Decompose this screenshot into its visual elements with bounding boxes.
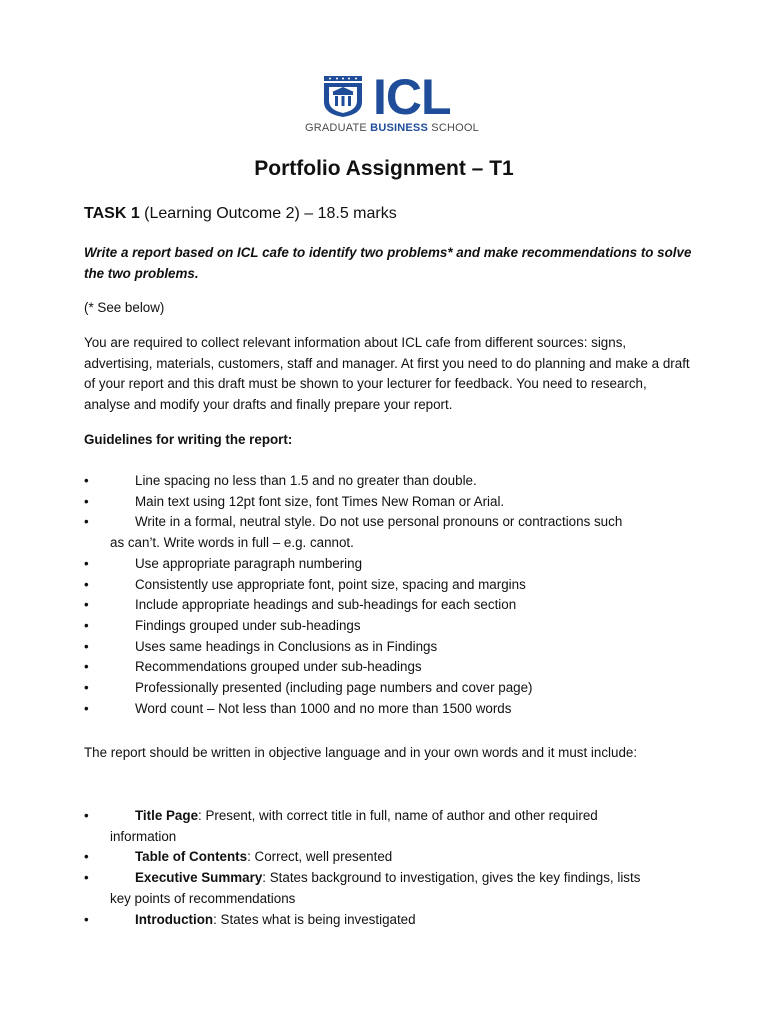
see-below-note: (* See below) — [84, 300, 165, 315]
include-label: Introduction — [135, 911, 214, 927]
guideline-text: Findings grouped under sub-headings — [135, 617, 361, 633]
intro-paragraph: You are required to collect relevant information about ICL cafe from different sources: signs, advertising, materials, customers, staff and manager. At first you need to do planning and make a draft of your report and this draft must be shown to your lecturer for feedback. You need to research, analyse and modify your drafts and finally prepare your report. — [84, 335, 690, 412]
guideline-text: Word count – Not less than 1000 and no more than 1500 words — [135, 700, 512, 716]
list-item — [84, 512, 704, 553]
include-label: Executive Summary — [135, 870, 263, 886]
logo-subtitle — [305, 122, 479, 134]
bullet-icon: • — [84, 808, 89, 823]
list-item — [84, 492, 704, 513]
bullet-icon: • — [84, 700, 89, 716]
guideline-text: Use appropriate paragraph numbering — [135, 555, 363, 571]
include-continuation: information — [110, 828, 177, 844]
list-item — [84, 554, 704, 575]
guideline-text: Write in a formal, neutral style. Do not use personal pronouns or contractions such — [135, 514, 623, 530]
logo-sub-suffix: SCHOOL — [431, 122, 479, 134]
list-item — [84, 471, 704, 492]
guideline-text: Consistently use appropriate font, point size, spacing and margins — [135, 576, 526, 592]
list-item — [84, 699, 704, 720]
logo-sub-prefix: GRADUATE — [305, 122, 367, 134]
crest-icon — [318, 74, 368, 118]
guideline-text: Uses same headings in Conclusions as in Findings — [135, 638, 438, 654]
bullet-icon: • — [84, 617, 89, 633]
instruction-text: Write a report based on ICL cafe to identify two problems* and make recommendations to solve the two problems. — [84, 245, 692, 281]
guideline-continuation: as can’t. Write words in full – e.g. cannot. — [110, 535, 354, 551]
school-logo — [305, 69, 479, 140]
list-item — [84, 657, 704, 678]
logo-text: ICL — [373, 69, 451, 125]
list-item — [84, 910, 704, 931]
include-text: : States what is being investigated — [213, 911, 416, 927]
list-item — [84, 595, 704, 616]
bullet-icon: • — [84, 493, 89, 509]
include-text: : States background to investigation, gives the key findings, lists — [262, 870, 641, 886]
bullet-icon: • — [84, 849, 89, 865]
bullet-icon: • — [84, 638, 89, 654]
guideline-text: Recommendations grouped under sub-headings — [135, 659, 422, 675]
include-text: : Correct, well presented — [247, 849, 393, 865]
bullet-icon: • — [84, 473, 89, 488]
page-title: Portfolio Assignment – T1 — [254, 157, 514, 180]
bullet-icon: • — [84, 576, 89, 592]
bullet-icon: • — [84, 680, 89, 696]
list-item — [84, 575, 704, 596]
list-item — [84, 847, 704, 868]
list-item — [84, 637, 704, 658]
list-item — [84, 868, 704, 909]
list-item — [84, 678, 704, 699]
include-label: Title Page — [135, 808, 199, 823]
include-continuation: key points of recommendations — [110, 890, 296, 906]
guideline-text: Line spacing no less than 1.5 and no greater than double. — [135, 473, 477, 488]
bullet-icon: • — [84, 659, 89, 675]
guideline-text: Professionally presented (including page numbers and cover page) — [135, 680, 533, 696]
bullet-icon: • — [84, 555, 89, 571]
bullet-icon: • — [84, 514, 89, 530]
guidelines-heading: Guidelines for writing the report: — [84, 432, 293, 447]
list-item — [84, 616, 704, 637]
bullet-icon: • — [84, 911, 89, 927]
list-item — [84, 806, 704, 847]
include-text: : Present, with correct title in full, name of author and other required — [198, 808, 598, 823]
task-label: TASK 1 — [84, 205, 140, 222]
report-intro-paragraph: The report should be written in objective language and in your own words and it must include: — [84, 745, 638, 760]
logo-sub-bold: BUSINESS — [370, 122, 429, 134]
report-contents-list — [84, 806, 704, 930]
guideline-text: Include appropriate headings and sub-headings for each section — [135, 597, 517, 613]
bullet-icon: • — [84, 597, 89, 613]
guidelines-list — [84, 471, 704, 719]
bullet-icon: • — [84, 870, 89, 886]
include-label: Table of Contents — [135, 849, 248, 865]
task-heading — [84, 205, 397, 223]
task-details: (Learning Outcome 2) – 18.5 marks — [139, 205, 397, 222]
guideline-text: Main text using 12pt font size, font Times New Roman or Arial. — [135, 493, 505, 509]
